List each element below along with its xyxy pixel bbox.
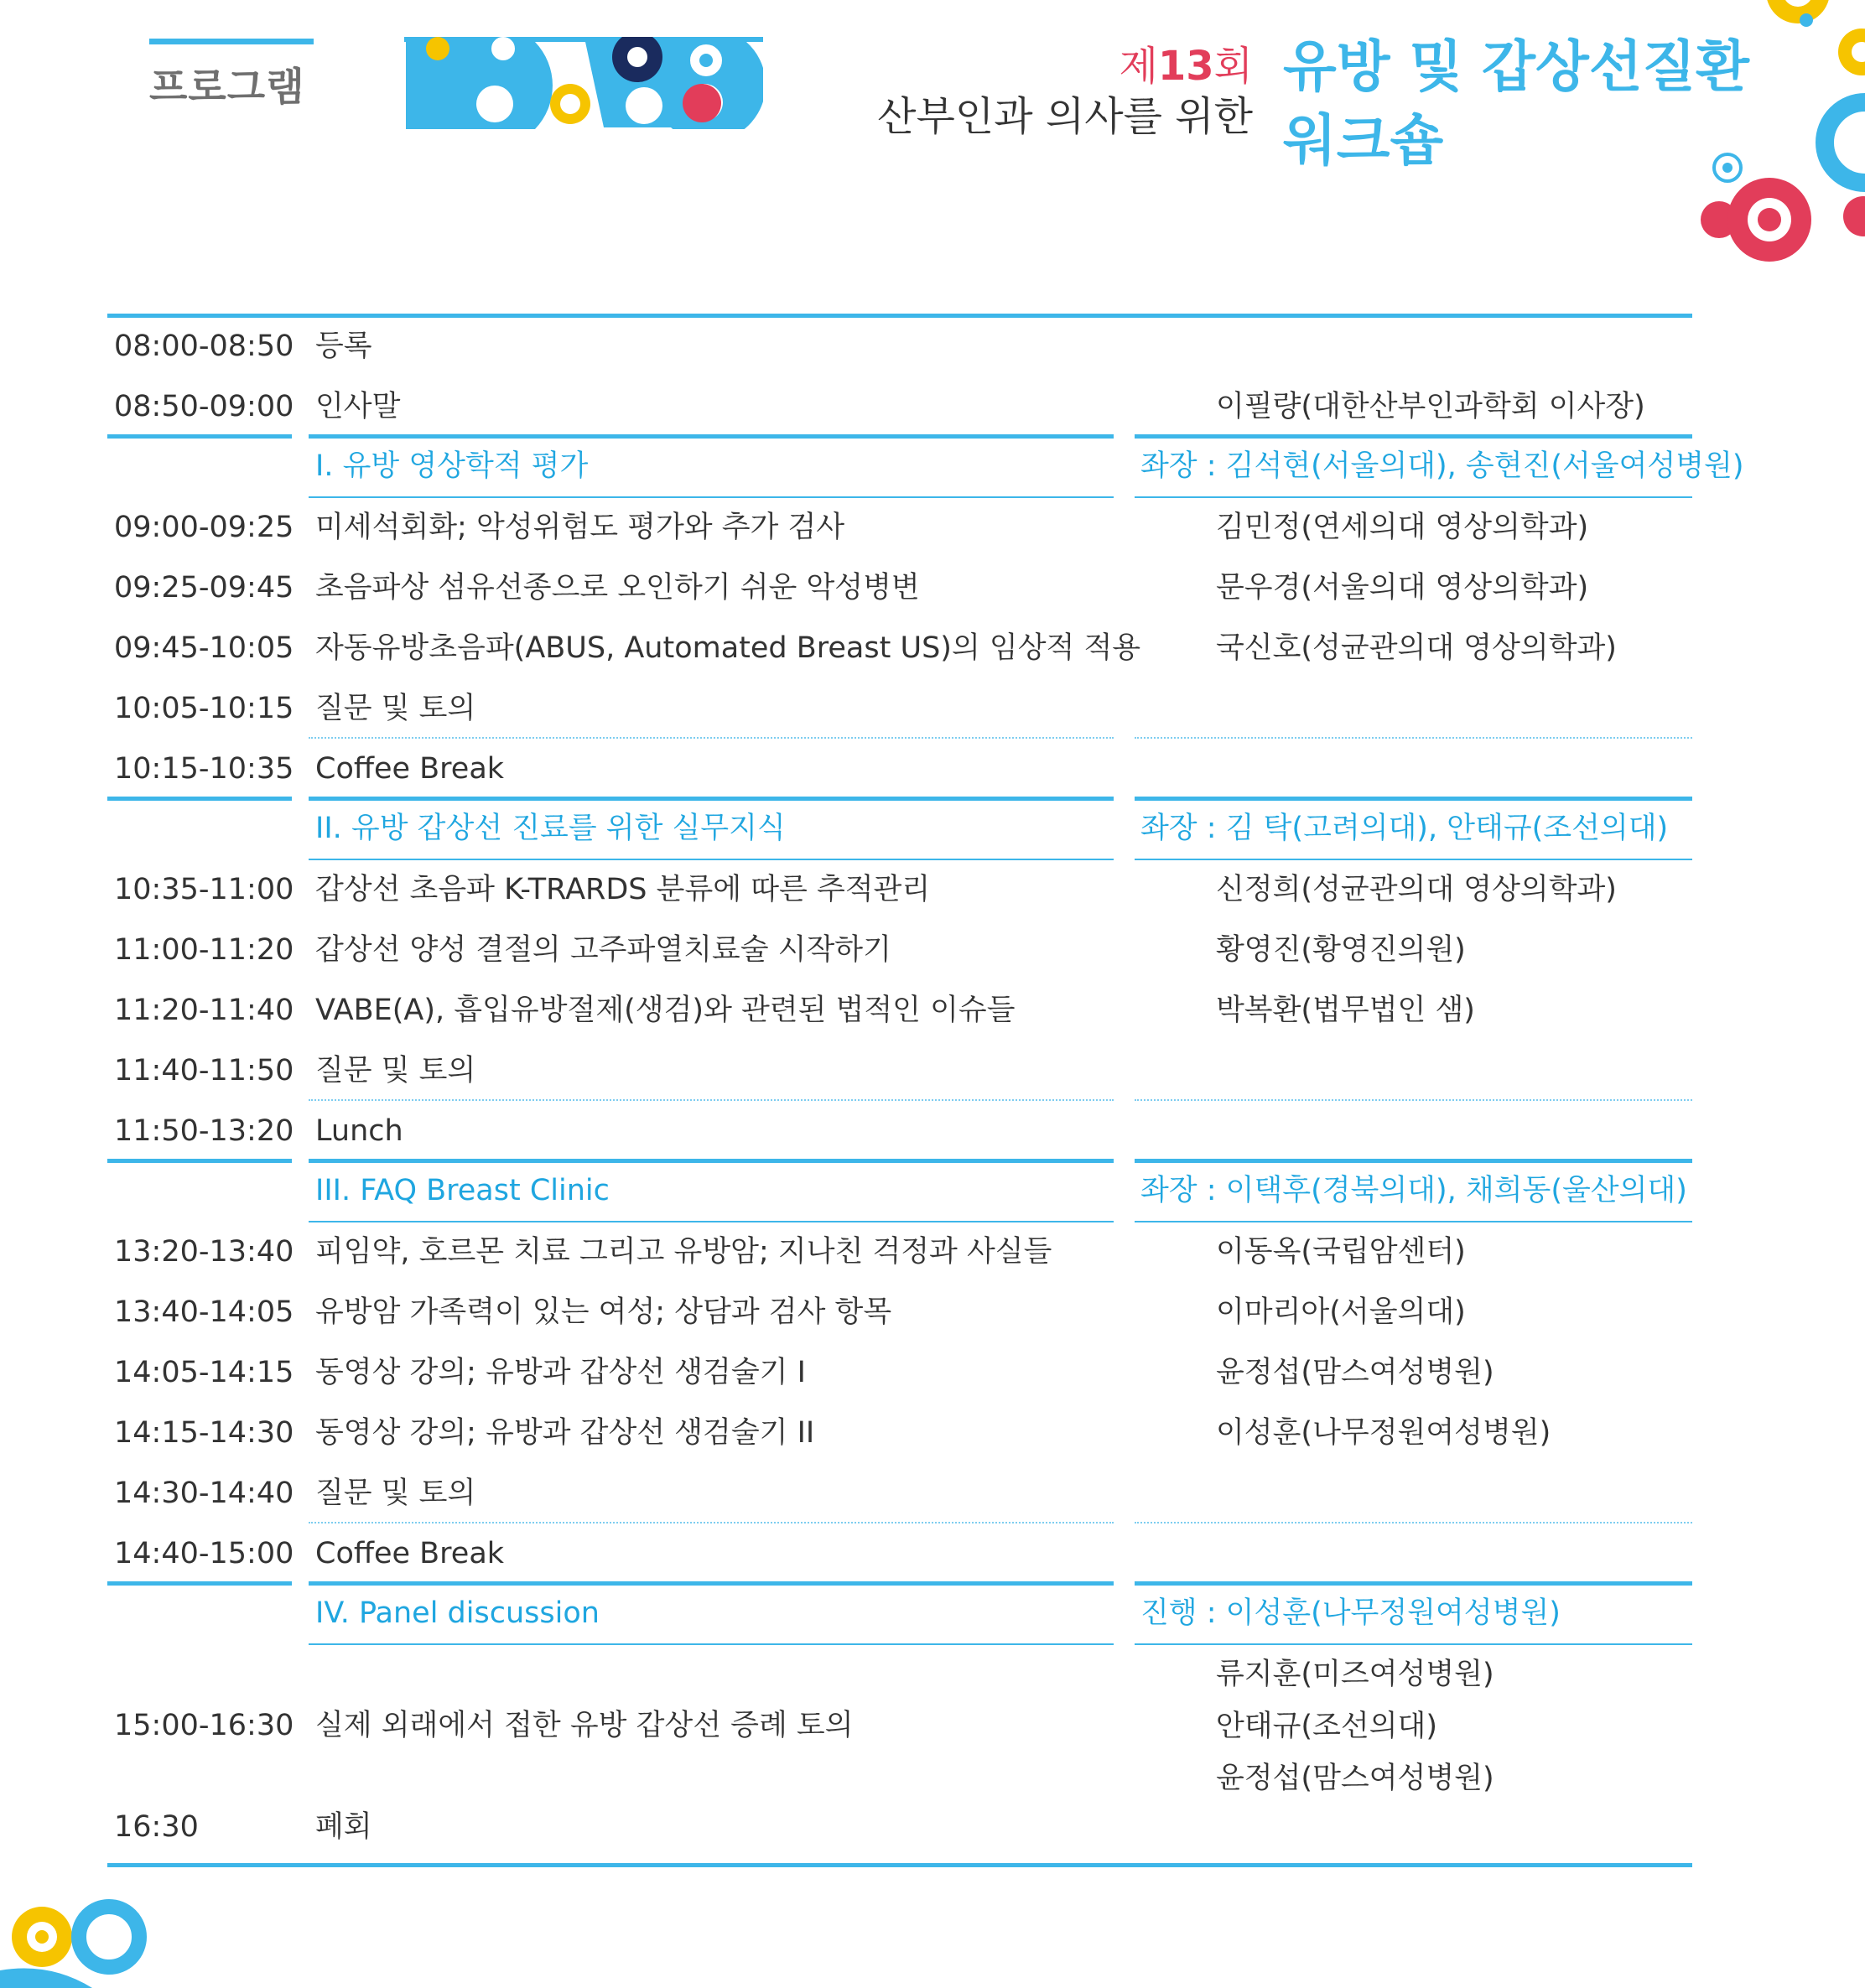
section-rule	[107, 1581, 292, 1586]
time-cell: 10:15-10:35	[114, 752, 294, 786]
session-title: 실제 외래에서 접한 유방 갑상선 증례 토의	[315, 1709, 854, 1742]
session-title: 등록	[315, 330, 372, 363]
section-rule	[309, 1581, 1114, 1586]
section-chair: 진행 : 이성훈(나무정원여성병원)	[1140, 1596, 1561, 1630]
section-rule	[107, 434, 292, 439]
speaker-cell: 이동옥(국립암센터)	[1216, 1235, 1466, 1269]
time-cell: 14:30-14:40	[114, 1477, 294, 1510]
session-title: 동영상 강의; 유방과 갑상선 생검술기 I	[315, 1356, 806, 1389]
section-rule	[309, 434, 1114, 439]
panelist: 윤정섭(맘스여성병원)	[1216, 1762, 1494, 1795]
section-rule	[1135, 434, 1692, 439]
speaker-cell: 국신호(성균관의대 영상의학과)	[1216, 631, 1617, 665]
time-cell: 14:05-14:15	[114, 1356, 294, 1389]
panelist: 류지훈(미즈여성병원)	[1216, 1658, 1494, 1691]
speaker-cell: 이마리아(서울의대)	[1216, 1295, 1466, 1329]
section-rule	[1135, 797, 1692, 801]
time-cell: 11:40-11:50	[114, 1054, 294, 1087]
time-cell: 11:00-11:20	[114, 933, 294, 967]
dotted-divider	[309, 737, 1114, 739]
dotted-divider	[309, 1522, 1114, 1523]
section-rule	[309, 1159, 1114, 1163]
section-underline	[309, 1221, 1114, 1222]
session-title: 초음파상 섬유선종으로 오인하기 쉬운 악성병변	[315, 571, 920, 605]
section-underline	[1135, 496, 1692, 498]
speaker-cell: 김민정(연세의대 영상의학과)	[1216, 511, 1589, 544]
section-title: III. FAQ Breast Clinic	[315, 1174, 610, 1207]
session-title: Coffee Break	[315, 1537, 505, 1570]
time-cell: 08:50-09:00	[114, 390, 294, 423]
panelist: 안태규(조선의대)	[1216, 1710, 1437, 1743]
section-underline	[309, 1643, 1114, 1645]
section-rule	[107, 1159, 292, 1163]
session-title: 폐회	[315, 1810, 372, 1844]
dotted-divider	[1135, 1099, 1692, 1101]
session-title: 동영상 강의; 유방과 갑상선 생검술기 II	[315, 1416, 815, 1450]
session-title: 질문 및 토의	[315, 692, 476, 725]
section-title: IV. Panel discussion	[315, 1596, 600, 1630]
edition-suffix: 회	[1213, 43, 1253, 90]
section-chair: 좌장 : 김 탁(고려의대), 안태규(조선의대)	[1140, 812, 1669, 845]
session-title: VABE(A), 흡입유방절제(생검)와 관련된 법적인 이슈들	[315, 994, 1016, 1027]
time-cell: 09:25-09:45	[114, 571, 294, 605]
session-title: Coffee Break	[315, 752, 505, 786]
edition-count: 13	[1157, 43, 1214, 90]
speaker-cell: 문우경(서울의대 영상의학과)	[1216, 571, 1589, 605]
speaker-cell: 황영진(황영진의원)	[1216, 933, 1466, 967]
session-title: 유방암 가족력이 있는 여성; 상담과 검사 항목	[315, 1295, 892, 1329]
program-label: 프로그램	[149, 39, 314, 112]
table-bottom-rule	[107, 1863, 1692, 1867]
session-title: 피임약, 호르몬 치료 그리고 유방암; 지나친 걱정과 사실들	[315, 1235, 1052, 1269]
time-cell: 14:40-15:00	[114, 1537, 294, 1570]
time-cell: 09:00-09:25	[114, 511, 294, 544]
time-cell: 09:45-10:05	[114, 631, 294, 665]
section-underline	[309, 496, 1114, 498]
section-underline	[1135, 1221, 1692, 1222]
section-rule	[107, 797, 292, 801]
section-underline	[1135, 859, 1692, 860]
time-cell: 11:50-13:20	[114, 1114, 294, 1148]
section-rule	[1135, 1159, 1692, 1163]
section-rule	[1135, 1581, 1692, 1586]
session-title: 자동유방초음파(ABUS, Automated Breast US)의 임상적 적용	[315, 631, 1141, 665]
title-line-1: 유방 및 갑상선질환	[1283, 34, 1750, 99]
section-underline	[1135, 1643, 1692, 1645]
speaker-cell: 이성훈(나무정원여성병원)	[1216, 1416, 1551, 1450]
section-chair: 좌장 : 이택후(경북의대), 채희동(울산의대)	[1140, 1174, 1687, 1207]
session-title: 질문 및 토의	[315, 1477, 476, 1510]
edition-prefix: 제	[1119, 43, 1158, 90]
time-cell: 16:30	[114, 1810, 199, 1844]
section-title: II. 유방 갑상선 진료를 위한 실무지식	[315, 812, 786, 845]
time-cell: 13:40-14:05	[114, 1295, 294, 1329]
speaker-cell: 박복환(법무법인 샘)	[1216, 994, 1475, 1027]
title-line-2: 워크숍	[1283, 108, 1444, 173]
table-top-rule	[107, 314, 1692, 318]
time-cell: 08:00-08:50	[114, 330, 294, 363]
dotted-divider	[1135, 1522, 1692, 1523]
time-cell: 10:05-10:15	[114, 692, 294, 725]
session-title: 질문 및 토의	[315, 1054, 476, 1087]
time-cell: 15:00-16:30	[114, 1709, 294, 1742]
time-cell: 11:20-11:40	[114, 994, 294, 1027]
section-underline	[309, 859, 1114, 860]
time-cell: 13:20-13:40	[114, 1235, 294, 1269]
speaker-cell: 이필량(대한산부인과학회 이사장)	[1216, 390, 1645, 423]
section-rule	[309, 797, 1114, 801]
session-title: Lunch	[315, 1114, 403, 1148]
speaker-cell: 신정희(성균관의대 영상의학과)	[1216, 873, 1617, 906]
session-title: 인사말	[315, 390, 401, 423]
section-chair: 좌장 : 김석현(서울의대), 송현진(서울여성병원)	[1140, 449, 1744, 483]
section-title: I. 유방 영상학적 평가	[315, 449, 589, 483]
session-title: 갑상선 초음파 K-TRARDS 분류에 따른 추적관리	[315, 873, 931, 906]
session-title: 갑상선 양성 결절의 고주파열치료술 시작하기	[315, 933, 891, 967]
dotted-divider	[309, 1099, 1114, 1101]
dotted-divider	[1135, 737, 1692, 739]
subtitle: 산부인과 의사를 위한	[877, 93, 1253, 140]
time-cell: 10:35-11:00	[114, 873, 294, 906]
speaker-cell: 윤정섭(맘스여성병원)	[1216, 1356, 1494, 1389]
session-title: 미세석회화; 악성위험도 평가와 추가 검사	[315, 511, 845, 544]
time-cell: 14:15-14:30	[114, 1416, 294, 1450]
